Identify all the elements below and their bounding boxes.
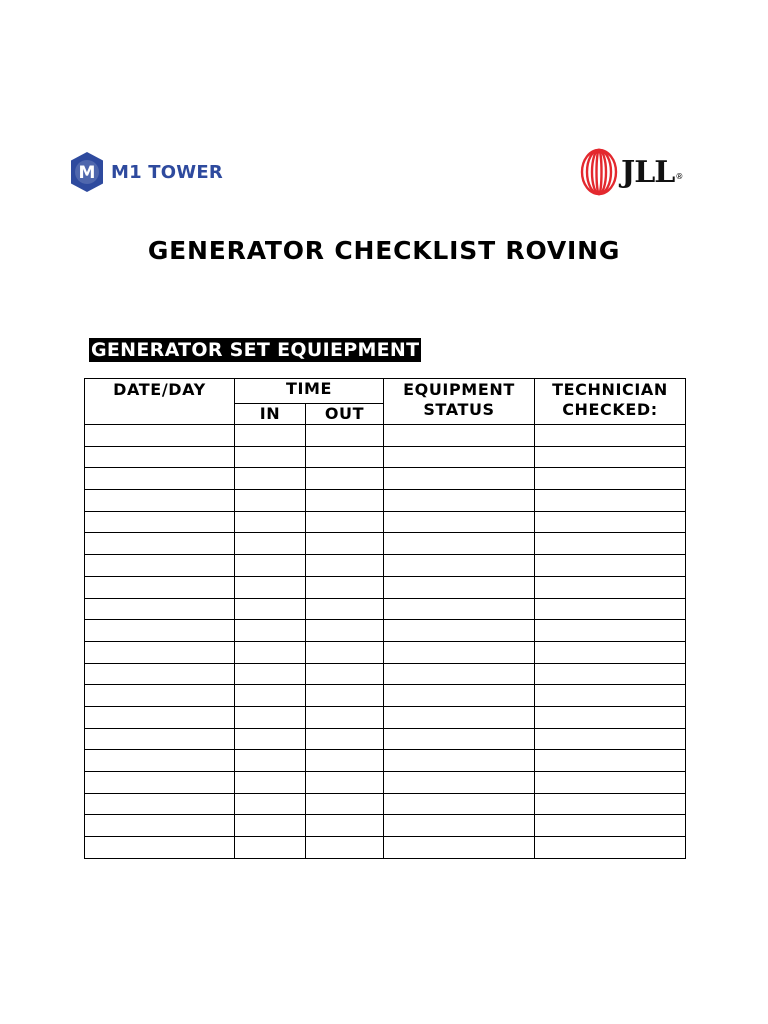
m1-tower-logo-text: M1 TOWER: [111, 161, 223, 183]
technician-checked-cell[interactable]: [535, 750, 686, 772]
table-row: [85, 793, 686, 815]
time-in-cell[interactable]: [235, 511, 306, 533]
column-header-time-in: IN: [235, 404, 306, 425]
column-header-equipment-status: EQUIPMENT STATUS: [384, 379, 535, 425]
time-in-cell[interactable]: [235, 772, 306, 794]
registered-mark: ®: [675, 171, 684, 181]
date-day-cell[interactable]: [85, 555, 235, 577]
column-header-time-out: OUT: [306, 404, 384, 425]
technician-checked-cell[interactable]: [535, 490, 686, 512]
time-in-cell[interactable]: [235, 490, 306, 512]
time-in-cell[interactable]: [235, 750, 306, 772]
technician-checked-cell[interactable]: [535, 620, 686, 642]
time-in-cell[interactable]: [235, 555, 306, 577]
date-day-cell[interactable]: [85, 620, 235, 642]
time-out-cell[interactable]: [306, 837, 384, 859]
technician-checked-cell[interactable]: [535, 555, 686, 577]
technician-checked-cell[interactable]: [535, 468, 686, 490]
table-row: [85, 815, 686, 837]
time-in-cell[interactable]: [235, 598, 306, 620]
date-day-cell[interactable]: [85, 576, 235, 598]
table-row: [85, 620, 686, 642]
equipment-status-cell[interactable]: [384, 598, 535, 620]
time-in-cell[interactable]: [235, 728, 306, 750]
time-out-cell[interactable]: [306, 815, 384, 837]
time-out-cell[interactable]: [306, 598, 384, 620]
time-in-cell[interactable]: [235, 620, 306, 642]
time-out-cell[interactable]: [306, 511, 384, 533]
equipment-status-cell[interactable]: [384, 641, 535, 663]
equipment-status-cell[interactable]: [384, 772, 535, 794]
time-out-cell[interactable]: [306, 750, 384, 772]
equipment-status-cell[interactable]: [384, 468, 535, 490]
equipment-status-cell[interactable]: [384, 511, 535, 533]
date-day-cell[interactable]: [85, 446, 235, 468]
time-in-cell[interactable]: [235, 815, 306, 837]
m1-tower-logo: [68, 150, 223, 194]
column-header-time: TIME: [235, 379, 384, 404]
technician-checked-cell[interactable]: [535, 837, 686, 859]
date-day-cell[interactable]: [85, 750, 235, 772]
time-out-cell[interactable]: [306, 685, 384, 707]
time-out-cell[interactable]: [306, 793, 384, 815]
table-row: [85, 446, 686, 468]
equipment-status-cell[interactable]: [384, 750, 535, 772]
jll-logo: [580, 147, 683, 197]
time-in-cell[interactable]: [235, 663, 306, 685]
time-out-cell[interactable]: [306, 663, 384, 685]
time-out-cell[interactable]: [306, 468, 384, 490]
m1-badge-letter: M: [78, 163, 96, 183]
time-out-cell[interactable]: [306, 620, 384, 642]
time-in-cell[interactable]: [235, 533, 306, 555]
date-day-cell[interactable]: [85, 468, 235, 490]
equipment-status-cell[interactable]: [384, 555, 535, 577]
table-row: [85, 728, 686, 750]
date-day-cell[interactable]: [85, 490, 235, 512]
technician-checked-cell[interactable]: [535, 533, 686, 555]
table-row: [85, 490, 686, 512]
date-day-cell[interactable]: [85, 641, 235, 663]
time-out-cell[interactable]: [306, 641, 384, 663]
technician-checked-cell[interactable]: [535, 511, 686, 533]
table-row: [85, 685, 686, 707]
technician-checked-cell[interactable]: [535, 641, 686, 663]
date-day-cell[interactable]: [85, 772, 235, 794]
technician-checked-cell[interactable]: [535, 576, 686, 598]
date-day-cell[interactable]: [85, 728, 235, 750]
time-out-cell[interactable]: [306, 490, 384, 512]
equipment-status-cell[interactable]: [384, 663, 535, 685]
time-out-cell[interactable]: [306, 446, 384, 468]
technician-checked-cell[interactable]: [535, 772, 686, 794]
date-day-cell[interactable]: [85, 815, 235, 837]
date-day-cell[interactable]: [85, 685, 235, 707]
technician-checked-cell[interactable]: [535, 685, 686, 707]
time-in-cell[interactable]: [235, 468, 306, 490]
time-in-cell[interactable]: [235, 685, 306, 707]
time-in-cell[interactable]: [235, 446, 306, 468]
table-row: [85, 511, 686, 533]
time-in-cell[interactable]: [235, 576, 306, 598]
generator-checklist-table: [84, 378, 686, 859]
time-in-cell[interactable]: [235, 706, 306, 728]
table-row: [85, 576, 686, 598]
jll-helix-icon: [580, 148, 618, 196]
date-day-cell[interactable]: [85, 837, 235, 859]
equipment-status-cell[interactable]: [384, 685, 535, 707]
equipment-status-cell[interactable]: [384, 837, 535, 859]
equipment-status-cell[interactable]: [384, 706, 535, 728]
technician-checked-cell[interactable]: [535, 446, 686, 468]
time-in-cell[interactable]: [235, 641, 306, 663]
time-in-cell[interactable]: [235, 793, 306, 815]
table-row: [85, 706, 686, 728]
date-day-cell[interactable]: [85, 663, 235, 685]
date-day-cell[interactable]: [85, 425, 235, 447]
technician-checked-cell[interactable]: [535, 728, 686, 750]
table-row: [85, 837, 686, 859]
time-in-cell[interactable]: [235, 425, 306, 447]
jll-logo-text: JLL: [621, 154, 675, 190]
equipment-status-cell[interactable]: [384, 533, 535, 555]
time-out-cell[interactable]: [306, 425, 384, 447]
table-row: [85, 555, 686, 577]
date-day-cell[interactable]: [85, 598, 235, 620]
m1-tower-badge-icon: [68, 151, 106, 193]
time-out-cell[interactable]: [306, 772, 384, 794]
equipment-status-cell[interactable]: [384, 620, 535, 642]
section-heading: GENERATOR SET EQUIEPMENT: [91, 339, 420, 361]
date-day-cell[interactable]: [85, 793, 235, 815]
table-header-row: [85, 379, 686, 404]
table-row: [85, 468, 686, 490]
table-row: [85, 772, 686, 794]
time-out-cell[interactable]: [306, 706, 384, 728]
column-header-technician-checked: TECHNICIAN CHECKED:: [535, 379, 686, 425]
table-row: [85, 750, 686, 772]
time-out-cell[interactable]: [306, 555, 384, 577]
table-row: [85, 641, 686, 663]
technician-checked-cell[interactable]: [535, 706, 686, 728]
equipment-status-cell[interactable]: [384, 815, 535, 837]
technician-checked-cell[interactable]: [535, 793, 686, 815]
technician-checked-cell[interactable]: [535, 815, 686, 837]
equipment-status-cell[interactable]: [384, 490, 535, 512]
equipment-status-cell[interactable]: [384, 793, 535, 815]
equipment-status-cell[interactable]: [384, 446, 535, 468]
table-row: [85, 533, 686, 555]
column-header-date-day: DATE/DAY: [85, 379, 235, 425]
equipment-status-cell[interactable]: [384, 576, 535, 598]
time-out-cell[interactable]: [306, 728, 384, 750]
date-day-cell[interactable]: [85, 533, 235, 555]
equipment-status-cell[interactable]: [384, 425, 535, 447]
time-in-cell[interactable]: [235, 837, 306, 859]
time-out-cell[interactable]: [306, 576, 384, 598]
equipment-status-cell[interactable]: [384, 728, 535, 750]
table-row: [85, 598, 686, 620]
time-out-cell[interactable]: [306, 533, 384, 555]
page-title: GENERATOR CHECKLIST ROVING: [147, 236, 621, 265]
technician-checked-cell[interactable]: [535, 598, 686, 620]
table-row: [85, 663, 686, 685]
table-row: [85, 425, 686, 447]
table-body: [85, 425, 686, 859]
technician-checked-cell[interactable]: [535, 425, 686, 447]
date-day-cell[interactable]: [85, 706, 235, 728]
date-day-cell[interactable]: [85, 511, 235, 533]
technician-checked-cell[interactable]: [535, 663, 686, 685]
